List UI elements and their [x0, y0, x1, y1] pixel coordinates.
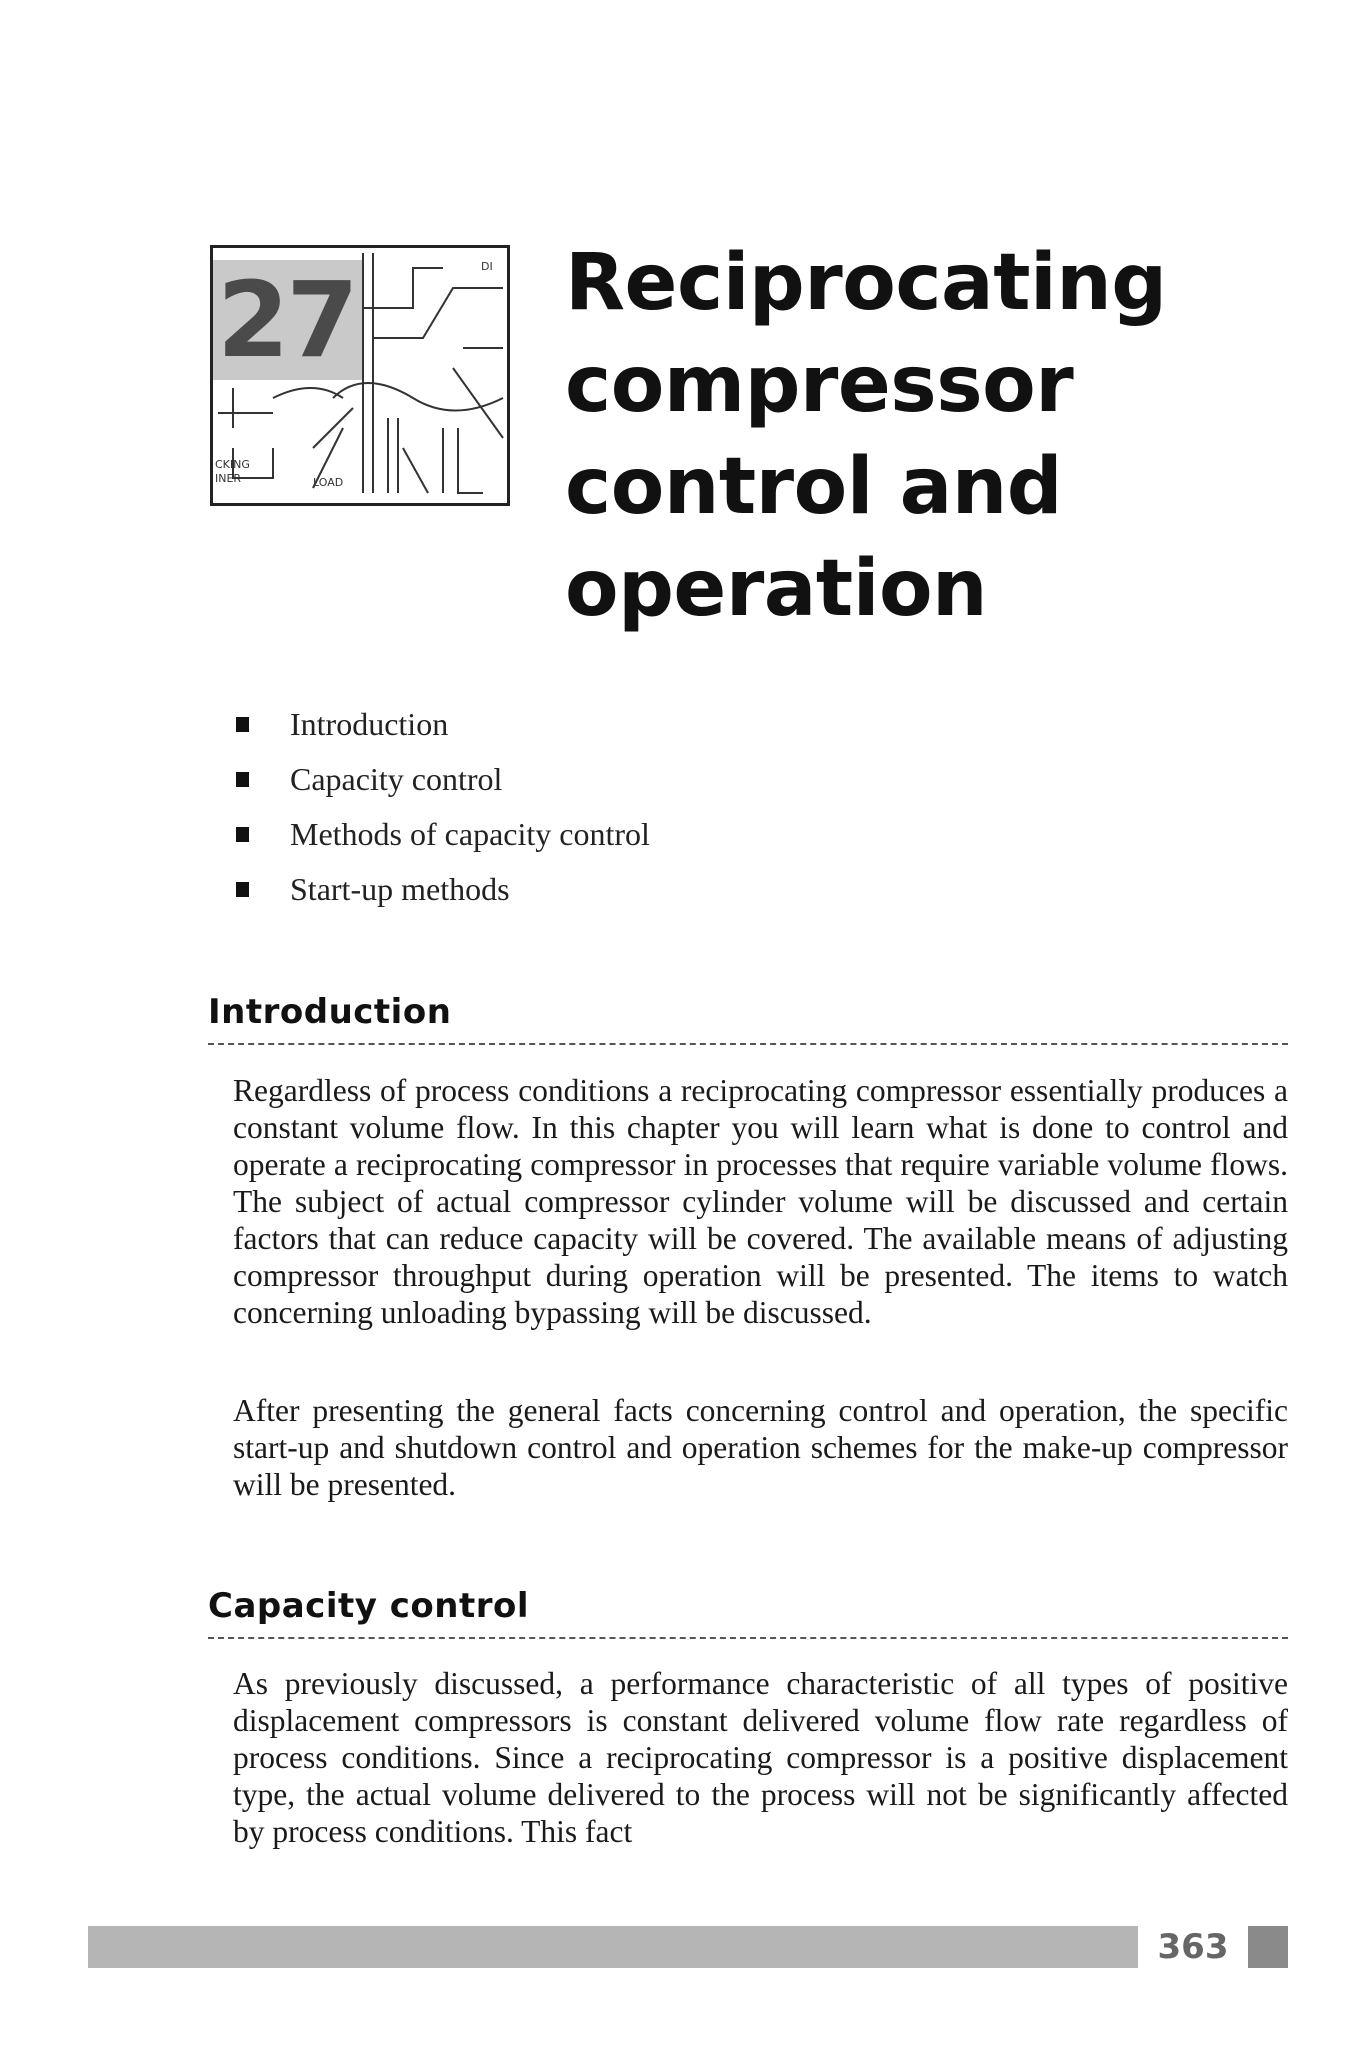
contents-item: [230, 752, 650, 807]
illustration-label: LOAD: [313, 476, 344, 489]
chapter-title: [565, 232, 1285, 640]
section-heading-introduction: Introduction: [208, 992, 452, 1032]
chapter-title-line: control and: [565, 442, 1063, 532]
contents-item-label: Start-up methods: [290, 871, 510, 907]
contents-item: [230, 697, 650, 752]
contents-item: [230, 807, 650, 862]
square-bullet-icon: [236, 882, 249, 897]
contents-item-label: Introduction: [290, 706, 449, 742]
contents-item-label: Methods of capacity control: [290, 816, 650, 852]
section-divider: [208, 1637, 1288, 1639]
page-number: 363: [1138, 1922, 1248, 1972]
chapter-title-line: operation: [565, 544, 988, 634]
illustration-label: INER: [215, 472, 242, 485]
introduction-paragraph-1: Regardless of process conditions a reciprocating compressor essentially produces a constant volume flow. In this chapter you will learn what is done to control and operate a reciprocating compressor in processes that require variable volume flows. The subject of actual compressor cylinder volume will be discussed and certain factors that can reduce capacity will be covered. The available means of adjusting compressor throughput during operation will be presented. The items to watch concerning unloading bypassing will be discussed.: [233, 1073, 1288, 1330]
section-heading-capacity-control: Capacity control: [208, 1586, 529, 1626]
chapter-title-line: Reciprocating: [565, 238, 1167, 328]
contents-item: [230, 862, 650, 917]
square-bullet-icon: [236, 827, 249, 842]
chapter-title-line: compressor: [565, 340, 1074, 430]
introduction-paragraph-2: After presenting the general facts concerning control and operation, the specific start-up and shutdown control and operation schemes for the make-up compressor will be presented.: [233, 1393, 1288, 1502]
chapter-contents-list: [230, 697, 650, 917]
square-bullet-icon: [236, 772, 249, 787]
contents-item-label: Capacity control: [290, 761, 503, 797]
chapter-number: 27: [213, 260, 362, 380]
footer-marker: [1248, 1926, 1288, 1968]
square-bullet-icon: [236, 717, 249, 732]
section-divider: [208, 1043, 1288, 1045]
capacity-control-paragraph-1: As previously discussed, a performance characteristic of all types of positive displacement compressors is constant delivered volume flow rate regardless of process conditions. Since a reciprocating compressor is a positive displacement type, the actual volume delivered to the process will not be significantly affected by process conditions. This fact: [233, 1666, 1288, 1849]
footer-band: [88, 1926, 1288, 1968]
illustration-label: DI: [481, 260, 493, 273]
chapter-badge: [210, 245, 510, 506]
illustration-label: CKING: [215, 458, 250, 471]
